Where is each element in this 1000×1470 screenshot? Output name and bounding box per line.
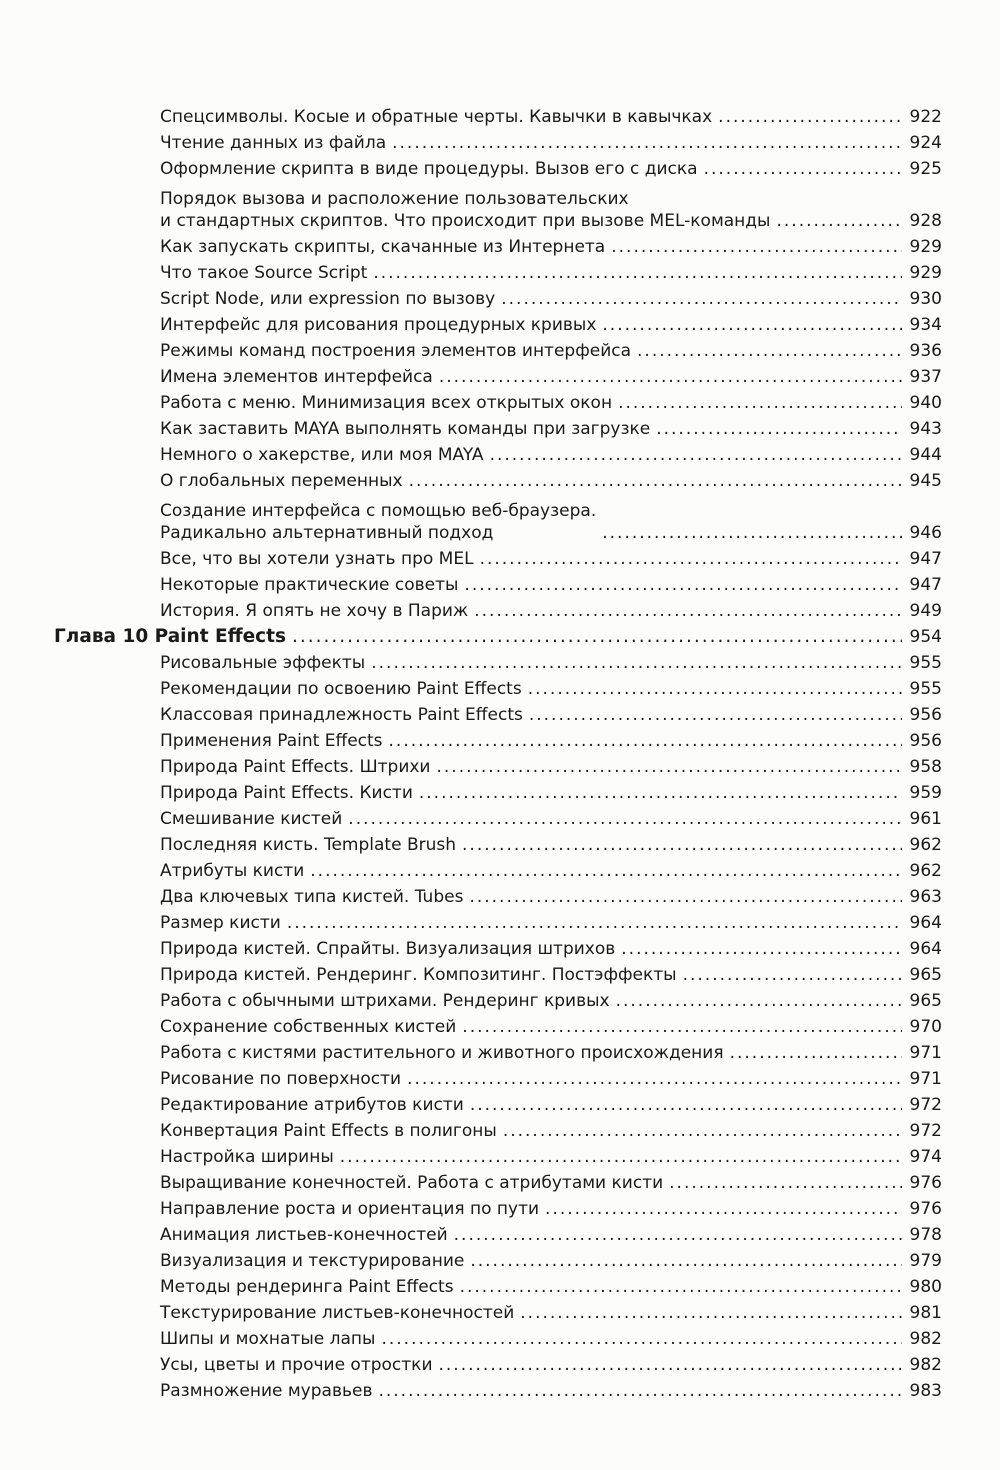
- dot-leader: [669, 1172, 901, 1194]
- dot-leader: [503, 1120, 902, 1142]
- page-number: 947: [909, 575, 942, 595]
- page-number: 962: [909, 835, 942, 855]
- entry-title: Немного о хакерстве, или моя MAYA: [160, 445, 484, 465]
- dot-leader: [470, 1094, 902, 1116]
- entry-title: Режимы команд построения элементов интерфейса: [160, 341, 632, 361]
- dot-leader: [611, 236, 901, 258]
- entry-title: Редактирование атрибутов кисти: [160, 1095, 464, 1115]
- toc-entry[interactable]: [54, 804, 942, 830]
- toc-entry[interactable]: [54, 258, 942, 284]
- toc-entry[interactable]: [54, 830, 942, 856]
- entry-title: Script Node, или expression по вызову: [160, 289, 496, 309]
- toc-entry[interactable]: [54, 362, 942, 388]
- dot-leader: [656, 418, 901, 440]
- dot-leader: [618, 392, 901, 414]
- page-number: 924: [909, 133, 942, 153]
- dot-leader: [439, 366, 902, 388]
- page-number: 947: [909, 549, 942, 569]
- dot-leader: [480, 548, 902, 570]
- page-number: 970: [909, 1017, 942, 1037]
- toc-entry[interactable]: [54, 128, 942, 154]
- toc-entry[interactable]: [54, 648, 942, 674]
- page-number: 965: [909, 991, 942, 1011]
- toc-entry[interactable]: [54, 1090, 942, 1116]
- toc-entry[interactable]: [54, 726, 942, 752]
- dot-leader: [389, 730, 902, 752]
- toc-entry[interactable]: [54, 986, 942, 1012]
- dot-leader: [436, 756, 901, 778]
- toc-entry[interactable]: [54, 102, 942, 128]
- entry-title: Работа с кистями растительного и животного происхождения: [160, 1043, 724, 1063]
- toc-entry[interactable]: [54, 960, 942, 986]
- entry-title: Визуализация и текстурирование: [160, 1251, 465, 1271]
- entry-title: Методы рендеринга Paint Effects: [160, 1277, 454, 1297]
- toc-entry[interactable]: [54, 570, 942, 596]
- page-number: 944: [909, 445, 942, 465]
- dot-leader: [528, 678, 902, 700]
- dot-leader: [616, 990, 902, 1012]
- toc-entry[interactable]: [54, 310, 942, 336]
- entry-title: История. Я опять не хочу в Париж: [160, 601, 469, 621]
- dot-leader: [637, 340, 902, 362]
- toc-entry[interactable]: [54, 492, 942, 544]
- dot-leader: [776, 210, 901, 232]
- dot-leader: [419, 782, 902, 804]
- entry-title: Что такое Source Script: [160, 263, 368, 283]
- page-number: 929: [909, 237, 942, 257]
- toc-entry[interactable]: [54, 1220, 942, 1246]
- page-number: 963: [909, 887, 942, 907]
- page-number: 979: [909, 1251, 942, 1271]
- entry-title: Усы, цветы и прочие отростки: [160, 1355, 433, 1375]
- page-number: 980: [909, 1277, 942, 1297]
- dot-leader: [462, 1016, 901, 1038]
- page-number: 943: [909, 419, 942, 439]
- toc-entry[interactable]: [54, 1298, 942, 1324]
- toc-entry[interactable]: [54, 882, 942, 908]
- entry-title: Создание интерфейса с помощью веб-браузера. Радикально альтернативный подход: [160, 501, 597, 543]
- entry-title: Природа кистей. Рендеринг. Композитинг. Постэффекты: [160, 965, 677, 985]
- dot-leader: [490, 444, 902, 466]
- page-number: 940: [909, 393, 942, 413]
- dot-leader: [602, 314, 901, 336]
- toc-entry[interactable]: [54, 1376, 942, 1402]
- entry-title: Размер кисти: [160, 913, 281, 933]
- entry-title: Природа Paint Effects. Штрихи: [160, 757, 431, 777]
- entry-title: О глобальных переменных: [160, 471, 403, 491]
- toc-entry[interactable]: [54, 908, 942, 934]
- dot-leader: [520, 1302, 901, 1324]
- dot-leader: [730, 1042, 902, 1064]
- entry-title: Оформление скрипта в виде процедуры. Вызов его с диска: [160, 159, 698, 179]
- page-number: 945: [909, 471, 942, 491]
- toc-entry[interactable]: [54, 1038, 942, 1064]
- entry-title: Чтение данных из файла: [160, 133, 387, 153]
- dot-leader: [704, 158, 902, 180]
- page-number: 971: [909, 1043, 942, 1063]
- entry-title: Смешивание кистей: [160, 809, 343, 829]
- toc-entry[interactable]: [54, 336, 942, 362]
- dot-leader: [310, 860, 901, 882]
- dot-leader: [454, 1224, 902, 1246]
- entry-title: Атрибуты кисти: [160, 861, 305, 881]
- dot-leader: [683, 964, 902, 986]
- page-number: 955: [909, 653, 942, 673]
- dot-leader: [292, 626, 902, 648]
- table-of-contents: [54, 102, 942, 1402]
- entry-title: Применения Paint Effects: [160, 731, 383, 751]
- entry-title: Порядок вызова и расположение пользовательских и стандартных скриптов. Что происходит при вызове MEL-команды: [160, 189, 771, 231]
- dot-leader: [621, 938, 901, 960]
- toc-entry[interactable]: [54, 1168, 942, 1194]
- entry-title: Конвертация Paint Effects в полигоны: [160, 1121, 497, 1141]
- dot-leader: [469, 886, 901, 908]
- page-number: 934: [909, 315, 942, 335]
- page-number: 956: [909, 705, 942, 725]
- toc-entry[interactable]: [54, 154, 942, 180]
- entry-title: Настройка ширины: [160, 1147, 334, 1167]
- dot-leader: [348, 808, 901, 830]
- chapter-title: Глава 10 Paint Effects: [54, 626, 286, 647]
- page-number: 965: [909, 965, 942, 985]
- entry-title: Природа кистей. Спрайты. Визуализация штрихов: [160, 939, 616, 959]
- dot-leader: [718, 106, 901, 128]
- toc-entry[interactable]: [54, 1246, 942, 1272]
- dot-leader: [439, 1354, 902, 1376]
- dot-leader: [407, 1068, 901, 1090]
- toc-entry[interactable]: [54, 1116, 942, 1142]
- page-number: 982: [909, 1355, 942, 1375]
- page-number: 922: [909, 107, 942, 127]
- dot-leader: [340, 1146, 902, 1168]
- page-number: 983: [909, 1381, 942, 1401]
- toc-entry[interactable]: [54, 388, 942, 414]
- page-number: 964: [909, 939, 942, 959]
- toc-entry[interactable]: [54, 544, 942, 570]
- entry-title: Текстурирование листьев-конечностей: [160, 1303, 515, 1323]
- entry-title: Как запускать скрипты, скачанные из Интернета: [160, 237, 606, 257]
- page-number: 964: [909, 913, 942, 933]
- dot-leader: [378, 1380, 901, 1402]
- toc-entry[interactable]: [54, 1142, 942, 1168]
- toc-entry[interactable]: [54, 700, 942, 726]
- entry-title: Природа Paint Effects. Кисти: [160, 783, 413, 803]
- toc-entry[interactable]: [54, 284, 942, 310]
- page-number: 961: [909, 809, 942, 829]
- page-number: 925: [909, 159, 942, 179]
- page-number: 971: [909, 1069, 942, 1089]
- dot-leader: [392, 132, 901, 154]
- page-number: 930: [909, 289, 942, 309]
- toc-entry[interactable]: [54, 232, 942, 258]
- page-number: 962: [909, 861, 942, 881]
- page-number: 974: [909, 1147, 942, 1167]
- toc-entry[interactable]: [54, 1194, 942, 1220]
- entry-title: Интерфейс для рисования процедурных кривых: [160, 315, 597, 335]
- page-number: 954: [909, 627, 942, 647]
- page-number: 929: [909, 263, 942, 283]
- toc-entry[interactable]: [54, 1350, 942, 1376]
- dot-leader: [287, 912, 902, 934]
- page-number: 976: [909, 1199, 942, 1219]
- toc-entry[interactable]: [54, 1064, 942, 1090]
- toc-entry[interactable]: [54, 1272, 942, 1298]
- entry-title: Направление роста и ориентация по пути: [160, 1199, 540, 1219]
- dot-leader: [474, 600, 901, 622]
- page-number: 976: [909, 1173, 942, 1193]
- toc-entry[interactable]: [54, 596, 942, 622]
- dot-leader: [409, 470, 902, 492]
- dot-leader: [464, 574, 901, 596]
- dot-leader: [529, 704, 902, 726]
- page-number: 937: [909, 367, 942, 387]
- toc-entry[interactable]: [54, 414, 942, 440]
- toc-entry[interactable]: [54, 674, 942, 700]
- page-number: 928: [909, 211, 942, 231]
- page-number: 982: [909, 1329, 942, 1349]
- dot-leader: [373, 262, 901, 284]
- entry-title: Сохранение собственных кистей: [160, 1017, 457, 1037]
- entry-title: Спецсимволы. Косые и обратные черты. Кавычки в кавычках: [160, 107, 713, 127]
- dot-leader: [462, 834, 902, 856]
- toc-entry[interactable]: [54, 466, 942, 492]
- entry-title: Некоторые практические советы: [160, 575, 459, 595]
- page-number: 936: [909, 341, 942, 361]
- page-number: 949: [909, 601, 942, 621]
- entry-title: Как заставить MAYA выполнять команды при загрузке: [160, 419, 651, 439]
- dot-leader: [602, 522, 901, 544]
- toc-entry[interactable]: [54, 440, 942, 466]
- toc-entry[interactable]: [54, 1012, 942, 1038]
- entry-title: Два ключевых типа кистей. Tubes: [160, 887, 464, 907]
- entry-title: Работа с меню. Минимизация всех открытых окон: [160, 393, 613, 413]
- entry-title: Классовая принадлежность Paint Effects: [160, 705, 523, 725]
- entry-title: Рисование по поверхности: [160, 1069, 402, 1089]
- dot-leader: [381, 1328, 901, 1350]
- dot-leader: [460, 1276, 902, 1298]
- entry-title: Все, что вы хотели узнать про MEL: [160, 549, 474, 569]
- entry-title: Шипы и мохнатые лапы: [160, 1329, 376, 1349]
- entry-title: Рекомендации по освоению Paint Effects: [160, 679, 522, 699]
- page-number: 959: [909, 783, 942, 803]
- entry-title: Анимация листьев-конечностей: [160, 1225, 448, 1245]
- page-number: 946: [909, 523, 942, 543]
- page-number: 978: [909, 1225, 942, 1245]
- chapter-heading[interactable]: [54, 622, 942, 648]
- page-number: 955: [909, 679, 942, 699]
- entry-title: Выращивание конечностей. Работа с атрибутами кисти: [160, 1173, 664, 1193]
- toc-entry[interactable]: [54, 1324, 942, 1350]
- toc-entry[interactable]: [54, 778, 942, 804]
- toc-entry[interactable]: [54, 180, 942, 232]
- page-number: 958: [909, 757, 942, 777]
- page-number: 956: [909, 731, 942, 751]
- entry-title: Размножение муравьев: [160, 1381, 373, 1401]
- page-number: 972: [909, 1121, 942, 1141]
- entry-title: Работа с обычными штрихами. Рендеринг кривых: [160, 991, 610, 1011]
- dot-leader: [470, 1250, 901, 1272]
- entry-title: Рисовальные эффекты: [160, 653, 366, 673]
- toc-entry[interactable]: [54, 752, 942, 778]
- toc-entry[interactable]: [54, 934, 942, 960]
- dot-leader: [545, 1198, 902, 1220]
- entry-title: Имена элементов интерфейса: [160, 367, 433, 387]
- page-number: 981: [909, 1303, 942, 1323]
- page-number: 972: [909, 1095, 942, 1115]
- entry-title: Последняя кисть. Template Brush: [160, 835, 457, 855]
- dot-leader: [501, 288, 901, 310]
- dot-leader: [371, 652, 901, 674]
- toc-entry[interactable]: [54, 856, 942, 882]
